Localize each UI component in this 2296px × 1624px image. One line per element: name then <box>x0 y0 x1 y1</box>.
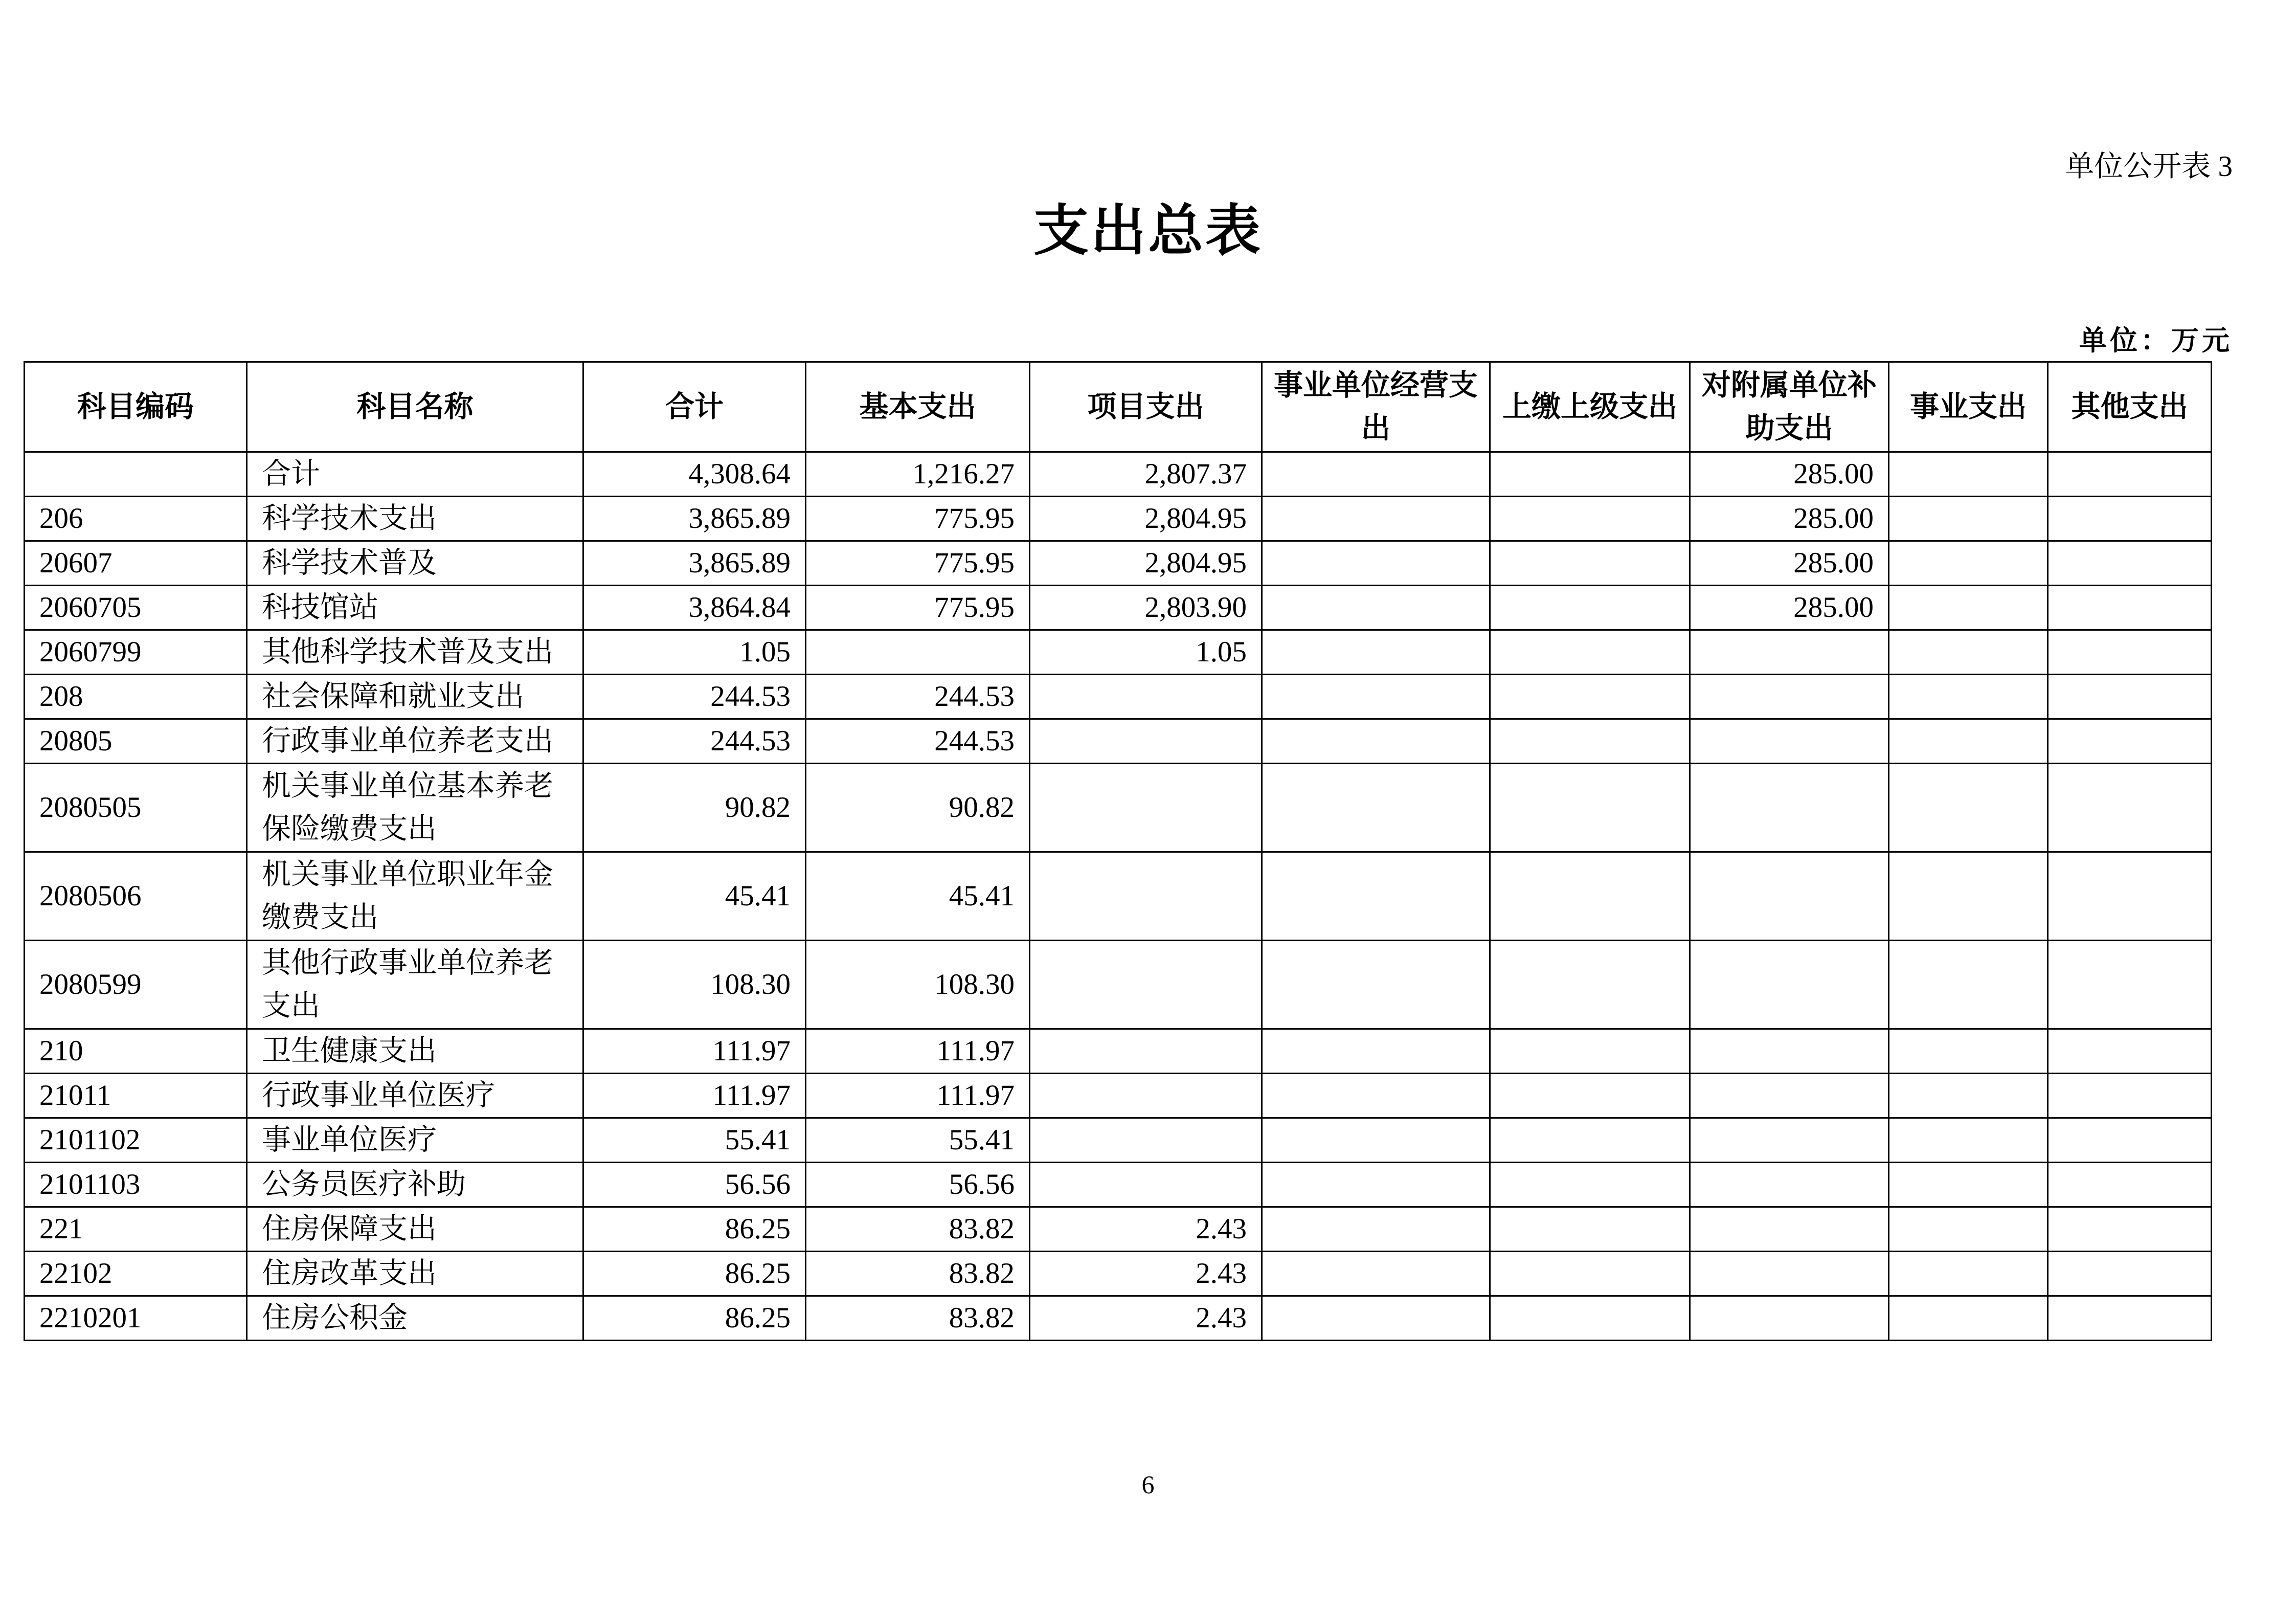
column-header-subsidy: 对附属单位补助支出 <box>1690 362 1889 452</box>
cell-project: 2.43 <box>1030 1252 1262 1296</box>
cell-total: 111.97 <box>583 1029 806 1074</box>
cell-total: 4,308.64 <box>583 452 806 497</box>
cell-basic: 775.95 <box>806 497 1030 541</box>
table-row <box>25 1118 2212 1163</box>
table-row <box>25 1074 2212 1118</box>
table-row <box>25 1029 2212 1074</box>
cell-basic <box>806 630 1030 675</box>
cell-subsidy: 285.00 <box>1690 452 1889 497</box>
cell-total: 111.97 <box>583 1074 806 1118</box>
cell-name: 其他行政事业单位养老支出 <box>247 941 583 1029</box>
cell-basic: 108.30 <box>806 941 1030 1029</box>
cell-career <box>1889 764 2048 852</box>
cell-basic: 775.95 <box>806 586 1030 630</box>
cell-other <box>2048 541 2212 586</box>
cell-basic: 244.53 <box>806 719 1030 764</box>
cell-project: 2,804.95 <box>1030 541 1262 586</box>
table-row <box>25 586 2212 630</box>
cell-remit <box>1490 1029 1690 1074</box>
cell-operating <box>1262 941 1490 1029</box>
cell-other <box>2048 586 2212 630</box>
column-header-career: 事业支出 <box>1889 362 2048 452</box>
cell-code <box>25 452 247 497</box>
cell-remit <box>1490 1074 1690 1118</box>
cell-code: 2101103 <box>25 1163 247 1207</box>
cell-remit <box>1490 1118 1690 1163</box>
cell-code: 20805 <box>25 719 247 764</box>
column-header-operating: 事业单位经营支出 <box>1262 362 1490 452</box>
cell-remit <box>1490 497 1690 541</box>
cell-subsidy <box>1690 1118 1889 1163</box>
table-row <box>25 1252 2212 1296</box>
cell-total: 86.25 <box>583 1252 806 1296</box>
column-header-other: 其他支出 <box>2048 362 2212 452</box>
column-header-code: 科目编码 <box>25 362 247 452</box>
cell-total: 3,864.84 <box>583 586 806 630</box>
table-row <box>25 675 2212 719</box>
cell-subsidy <box>1690 1252 1889 1296</box>
table-row <box>25 852 2212 941</box>
cell-other <box>2048 1252 2212 1296</box>
cell-code: 2060799 <box>25 630 247 675</box>
cell-total: 3,865.89 <box>583 497 806 541</box>
cell-project <box>1030 1029 1262 1074</box>
cell-operating <box>1262 1296 1490 1341</box>
page-title: 支出总表 <box>1033 201 1263 262</box>
cell-operating <box>1262 630 1490 675</box>
cell-career <box>1889 852 2048 941</box>
unit-label: 单位：万元 <box>2079 325 2233 356</box>
cell-remit <box>1490 719 1690 764</box>
expense-table <box>24 361 2212 1341</box>
cell-basic: 244.53 <box>806 675 1030 719</box>
cell-basic: 90.82 <box>806 764 1030 852</box>
cell-total: 86.25 <box>583 1296 806 1341</box>
cell-project <box>1030 852 1262 941</box>
cell-code: 2060705 <box>25 586 247 630</box>
cell-basic: 45.41 <box>806 852 1030 941</box>
cell-total: 56.56 <box>583 1163 806 1207</box>
cell-name: 行政事业单位医疗 <box>247 1074 583 1118</box>
cell-remit <box>1490 1252 1690 1296</box>
cell-subsidy <box>1690 852 1889 941</box>
cell-name: 行政事业单位养老支出 <box>247 719 583 764</box>
cell-project: 2,804.95 <box>1030 497 1262 541</box>
cell-remit <box>1490 586 1690 630</box>
cell-other <box>2048 1074 2212 1118</box>
cell-other <box>2048 452 2212 497</box>
cell-code: 2080505 <box>25 764 247 852</box>
cell-subsidy <box>1690 1296 1889 1341</box>
cell-project <box>1030 764 1262 852</box>
cell-other <box>2048 852 2212 941</box>
cell-code: 210 <box>25 1029 247 1074</box>
cell-total: 1.05 <box>583 630 806 675</box>
cell-code: 2080506 <box>25 852 247 941</box>
cell-total: 3,865.89 <box>583 541 806 586</box>
cell-project <box>1030 719 1262 764</box>
cell-name: 住房公积金 <box>247 1296 583 1341</box>
cell-subsidy <box>1690 675 1889 719</box>
cell-remit <box>1490 630 1690 675</box>
cell-remit <box>1490 1296 1690 1341</box>
cell-career <box>1889 1029 2048 1074</box>
cell-subsidy <box>1690 1029 1889 1074</box>
cell-code: 2080599 <box>25 941 247 1029</box>
cell-project: 1.05 <box>1030 630 1262 675</box>
cell-career <box>1889 1118 2048 1163</box>
column-header-basic: 基本支出 <box>806 362 1030 452</box>
cell-other <box>2048 497 2212 541</box>
cell-career <box>1889 452 2048 497</box>
cell-basic: 111.97 <box>806 1074 1030 1118</box>
cell-career <box>1889 941 2048 1029</box>
cell-remit <box>1490 764 1690 852</box>
cell-other <box>2048 675 2212 719</box>
cell-operating <box>1262 675 1490 719</box>
cell-career <box>1889 1207 2048 1252</box>
cell-code: 21011 <box>25 1074 247 1118</box>
cell-code: 20607 <box>25 541 247 586</box>
cell-project <box>1030 675 1262 719</box>
cell-subsidy <box>1690 1207 1889 1252</box>
cell-name: 卫生健康支出 <box>247 1029 583 1074</box>
cell-career <box>1889 630 2048 675</box>
cell-operating <box>1262 1029 1490 1074</box>
cell-project <box>1030 1163 1262 1207</box>
cell-total: 244.53 <box>583 719 806 764</box>
cell-name: 合计 <box>247 452 583 497</box>
cell-subsidy <box>1690 630 1889 675</box>
cell-career <box>1889 1252 2048 1296</box>
cell-subsidy <box>1690 764 1889 852</box>
cell-project: 2,803.90 <box>1030 586 1262 630</box>
cell-name: 公务员医疗补助 <box>247 1163 583 1207</box>
cell-project: 2,807.37 <box>1030 452 1262 497</box>
table-id: 单位公开表 3 <box>2065 150 2233 183</box>
cell-code: 221 <box>25 1207 247 1252</box>
column-header-remit: 上缴上级支出 <box>1490 362 1690 452</box>
cell-subsidy: 285.00 <box>1690 497 1889 541</box>
cell-operating <box>1262 764 1490 852</box>
table-row <box>25 719 2212 764</box>
cell-other <box>2048 1118 2212 1163</box>
cell-code: 208 <box>25 675 247 719</box>
cell-name: 科技馆站 <box>247 586 583 630</box>
cell-total: 90.82 <box>583 764 806 852</box>
cell-basic: 55.41 <box>806 1118 1030 1163</box>
cell-basic: 1,216.27 <box>806 452 1030 497</box>
cell-total: 244.53 <box>583 675 806 719</box>
cell-remit <box>1490 541 1690 586</box>
cell-subsidy <box>1690 1074 1889 1118</box>
table-row <box>25 764 2212 852</box>
cell-name: 机关事业单位基本养老保险缴费支出 <box>247 764 583 852</box>
cell-basic: 56.56 <box>806 1163 1030 1207</box>
cell-project: 2.43 <box>1030 1207 1262 1252</box>
cell-basic: 775.95 <box>806 541 1030 586</box>
cell-career <box>1889 586 2048 630</box>
cell-career <box>1889 497 2048 541</box>
table-row <box>25 1296 2212 1341</box>
cell-other <box>2048 719 2212 764</box>
cell-basic: 111.97 <box>806 1029 1030 1074</box>
cell-operating <box>1262 497 1490 541</box>
cell-total: 86.25 <box>583 1207 806 1252</box>
cell-operating <box>1262 719 1490 764</box>
cell-operating <box>1262 452 1490 497</box>
cell-other <box>2048 1296 2212 1341</box>
cell-subsidy: 285.00 <box>1690 586 1889 630</box>
cell-other <box>2048 941 2212 1029</box>
cell-project <box>1030 1074 1262 1118</box>
cell-remit <box>1490 1163 1690 1207</box>
cell-name: 住房保障支出 <box>247 1207 583 1252</box>
cell-code: 22102 <box>25 1252 247 1296</box>
cell-name: 科学技术普及 <box>247 541 583 586</box>
cell-name: 科学技术支出 <box>247 497 583 541</box>
column-header-project: 项目支出 <box>1030 362 1262 452</box>
cell-name: 事业单位医疗 <box>247 1118 583 1163</box>
cell-total: 45.41 <box>583 852 806 941</box>
cell-other <box>2048 1029 2212 1074</box>
cell-name: 住房改革支出 <box>247 1252 583 1296</box>
cell-other <box>2048 630 2212 675</box>
cell-remit <box>1490 452 1690 497</box>
cell-career <box>1889 1074 2048 1118</box>
table-row <box>25 1163 2212 1207</box>
cell-operating <box>1262 586 1490 630</box>
table-row <box>25 630 2212 675</box>
cell-name: 其他科学技术普及支出 <box>247 630 583 675</box>
cell-name: 机关事业单位职业年金缴费支出 <box>247 852 583 941</box>
cell-remit <box>1490 1207 1690 1252</box>
cell-basic: 83.82 <box>806 1252 1030 1296</box>
cell-subsidy: 285.00 <box>1690 541 1889 586</box>
cell-operating <box>1262 1252 1490 1296</box>
cell-operating <box>1262 1118 1490 1163</box>
cell-remit <box>1490 852 1690 941</box>
cell-operating <box>1262 852 1490 941</box>
cell-name: 社会保障和就业支出 <box>247 675 583 719</box>
table-row <box>25 941 2212 1029</box>
cell-project <box>1030 941 1262 1029</box>
cell-operating <box>1262 1074 1490 1118</box>
table-row <box>25 452 2212 497</box>
cell-other <box>2048 1163 2212 1207</box>
table-body <box>25 452 2212 1341</box>
cell-project: 2.43 <box>1030 1296 1262 1341</box>
cell-operating <box>1262 1207 1490 1252</box>
table-row <box>25 1207 2212 1252</box>
cell-subsidy <box>1690 941 1889 1029</box>
cell-other <box>2048 764 2212 852</box>
cell-subsidy <box>1690 719 1889 764</box>
cell-code: 2101102 <box>25 1118 247 1163</box>
cell-career <box>1889 1296 2048 1341</box>
cell-remit <box>1490 675 1690 719</box>
cell-career <box>1889 675 2048 719</box>
table-row <box>25 497 2212 541</box>
cell-career <box>1889 541 2048 586</box>
column-header-name: 科目名称 <box>247 362 583 452</box>
cell-project <box>1030 1118 1262 1163</box>
cell-code: 206 <box>25 497 247 541</box>
cell-basic: 83.82 <box>806 1207 1030 1252</box>
cell-career <box>1889 719 2048 764</box>
cell-subsidy <box>1690 1163 1889 1207</box>
cell-operating <box>1262 1163 1490 1207</box>
cell-total: 55.41 <box>583 1118 806 1163</box>
cell-total: 108.30 <box>583 941 806 1029</box>
cell-other <box>2048 1207 2212 1252</box>
cell-operating <box>1262 541 1490 586</box>
cell-code: 2210201 <box>25 1296 247 1341</box>
table-header-row <box>25 362 2212 452</box>
cell-basic: 83.82 <box>806 1296 1030 1341</box>
cell-career <box>1889 1163 2048 1207</box>
column-header-total: 合计 <box>583 362 806 452</box>
table-row <box>25 541 2212 586</box>
page-number: 6 <box>1141 1470 1155 1499</box>
cell-remit <box>1490 941 1690 1029</box>
